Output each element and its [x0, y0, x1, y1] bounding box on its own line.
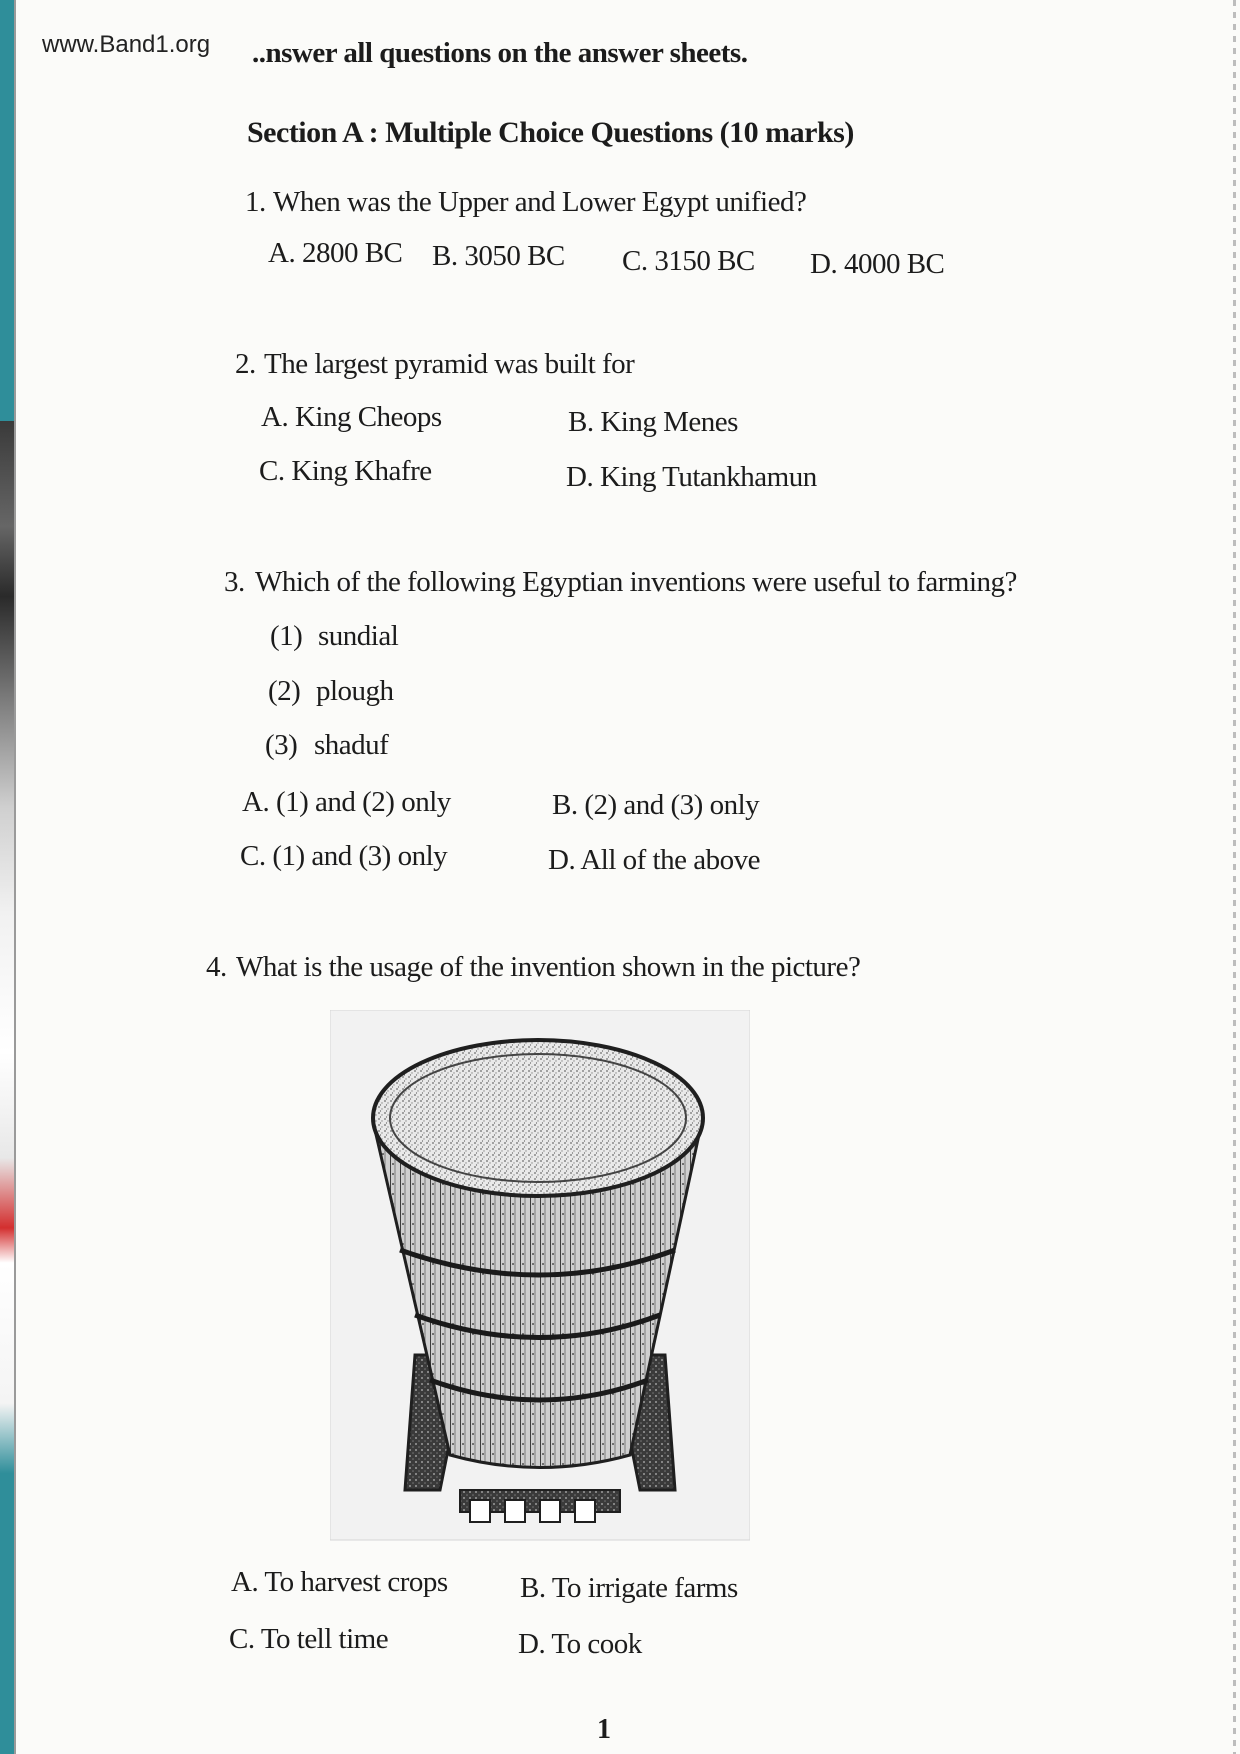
- q1-option-b: B. 3050 BC: [432, 240, 565, 272]
- basket-pot-illustration: [330, 1010, 750, 1550]
- watermark: www.Band1.org: [42, 31, 211, 58]
- page-number: 1: [597, 1714, 611, 1745]
- binding-edge-line: [14, 0, 16, 1754]
- binding-edge: [0, 0, 14, 1754]
- q3-option-a: A. (1) and (2) only: [242, 786, 451, 818]
- q1-option-d: D. 4000 BC: [810, 248, 945, 280]
- instruction-line: ..nswer all questions on the answer sheets.: [252, 37, 748, 69]
- question-3-number: 3.: [224, 566, 245, 598]
- question-4-text: What is the usage of the invention shown in the picture?: [236, 951, 861, 983]
- q3-option-d: D. All of the above: [548, 844, 760, 876]
- q1-option-c: C. 3150 BC: [622, 245, 755, 277]
- right-edge-perforation: [1233, 0, 1236, 1754]
- q2-option-d: D. King Tutankhamun: [566, 461, 817, 493]
- section-title: Section A : Multiple Choice Questions (10 marks): [247, 116, 854, 149]
- q2-option-a: A. King Cheops: [261, 401, 442, 433]
- q4-option-c: C. To tell time: [229, 1623, 389, 1655]
- q3-option-c: C. (1) and (3) only: [240, 840, 448, 872]
- q4-option-a: A. To harvest crops: [231, 1566, 448, 1598]
- question-1-number: 1.: [245, 186, 266, 218]
- q4-option-b: B. To irrigate farms: [520, 1572, 738, 1604]
- q3-item-2-num: (2): [268, 675, 301, 707]
- q2-option-c: C. King Khafre: [259, 455, 432, 487]
- question-4-number: 4.: [206, 951, 227, 983]
- q2-option-b: B. King Menes: [568, 406, 738, 438]
- q3-item-3-text: shaduf: [314, 729, 389, 761]
- question-3-text: Which of the following Egyptian inventions were useful to farming?: [255, 566, 1017, 598]
- q3-item-2-text: plough: [316, 675, 394, 707]
- q3-item-1-num: (1): [270, 620, 303, 652]
- q3-item-3-num: (3): [265, 729, 298, 761]
- question-1-text: When was the Upper and Lower Egypt unified?: [273, 186, 807, 218]
- question-2-text: The largest pyramid was built for: [264, 348, 635, 380]
- question-2-number: 2.: [235, 348, 256, 380]
- q1-option-a: A. 2800 BC: [268, 237, 403, 269]
- q3-option-b: B. (2) and (3) only: [552, 789, 760, 821]
- q4-option-d: D. To cook: [518, 1628, 642, 1660]
- q3-item-1-text: sundial: [318, 620, 399, 652]
